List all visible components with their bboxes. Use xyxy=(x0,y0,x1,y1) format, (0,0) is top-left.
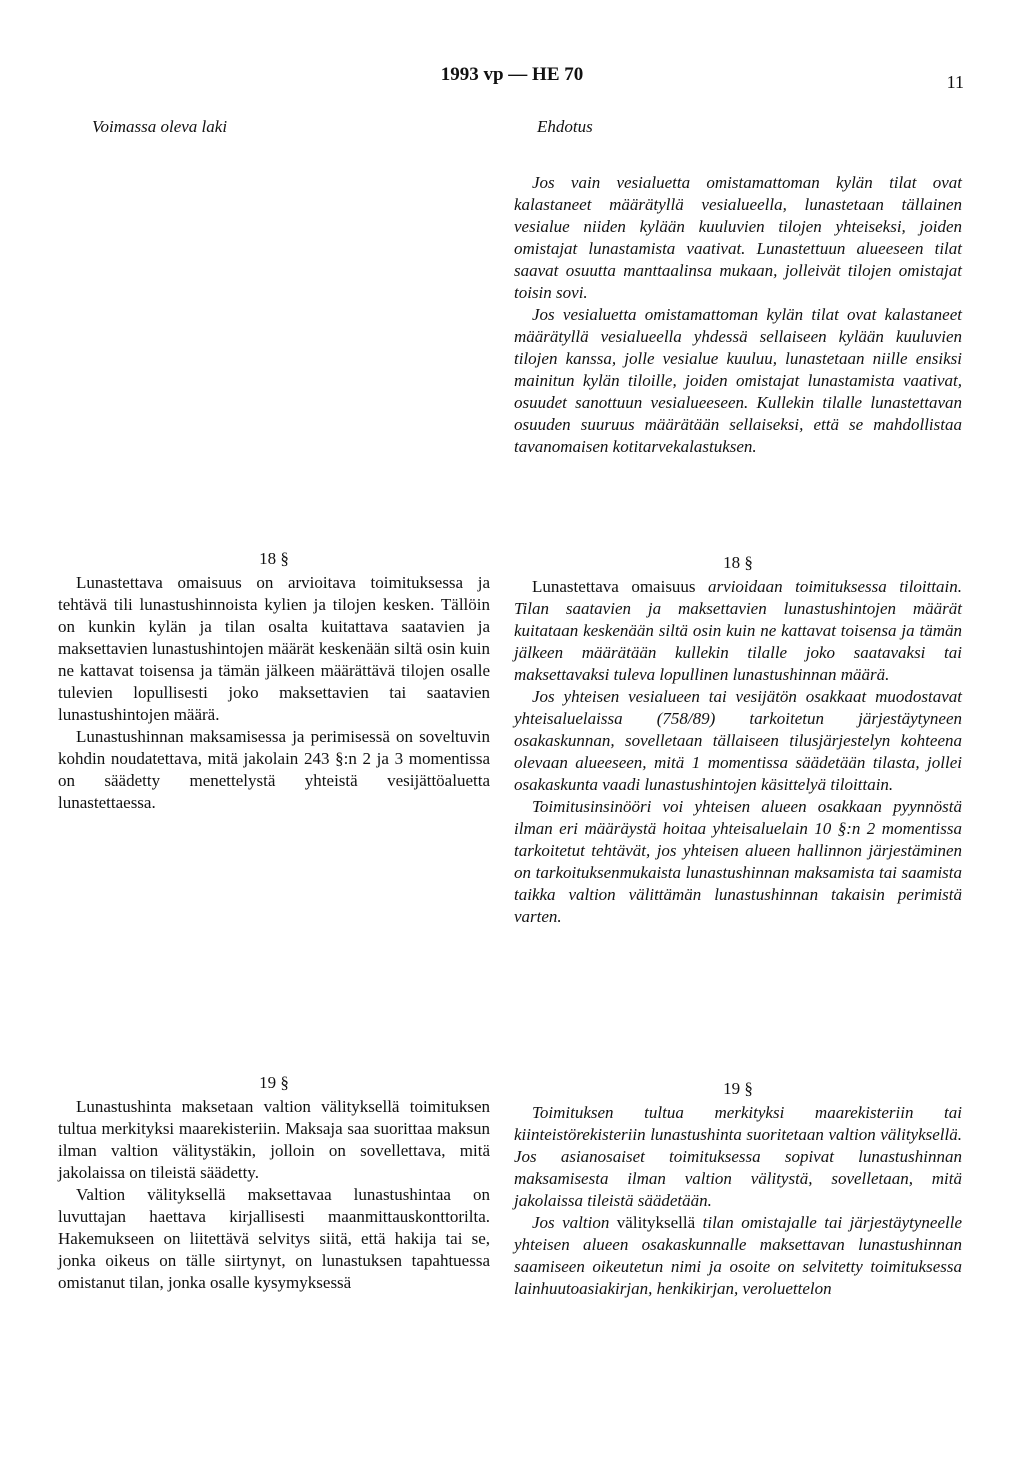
running-header: 1993 vp — HE 70 xyxy=(440,64,584,85)
paragraph-upright-lead: Lunastettava omaisuus xyxy=(532,577,709,596)
paragraph: Lunastettava omaisuus on arvioitava toimituksessa ja tehtävä tili lunastushinnoista kylien ja tilojen kesken. Tällöin on kunkin kylän ja tilan osalta kuitattava saatavien ja maksettavien lunastushintojen määrät keskenään siltä osin kuin ne kattavat toisensa ja tämän jälkeen määrättävä tilojen osalle tulevien lopullisesti joko maksettavien tai saatavien lunastushintojen määrä. xyxy=(58,573,490,724)
paragraph: Jos yhteisen vesialueen tai vesijätön osakkaat muodostavat yhteisaluelaissa (758/89) tarkoitetun järjestäytyneen osakaskunnan, sovelletaan tällaiseen tilusjärjestelyn kohteena olevaan alueeseen, mitä 1 momentissa säädetään tilasta, jollei osakaskunta vaadi lunastushintojen käsittelyä tiloittain. xyxy=(514,687,962,794)
section-heading: 19 § xyxy=(259,1073,289,1092)
right-column-label: Ehdotus xyxy=(537,117,593,136)
paragraph: Jos vesialuetta omistamattoman kylän tilat ovat kalastaneet määrätyllä vesialueella yhdessä sellaiseen kylään kuuluvien tilojen kanssa, jolle vesialue kuuluu, lunastetaan niille ensiksi mainitun kylän tiloille, joiden omistajat lunastamista vaativat, osuudet sanottuun vesialueeseen. Kullekin tilalle lunastettavan osuuden suuruus määrätään sellaiseksi, että se mahdollistaa tavanomaisen kotitarvekalastuksen. xyxy=(514,305,962,456)
left-section-19 xyxy=(58,1072,490,1294)
section-heading: 18 § xyxy=(259,549,289,568)
right-section-18 xyxy=(514,552,962,928)
page-number: 11 xyxy=(946,72,964,92)
section-heading: 19 § xyxy=(723,1079,753,1098)
paragraph: Toimituksen tultua merkityksi maarekisteriin tai kiinteistörekisteriin lunastushinta suoritetaan valtion välityksellä. Jos asianosaiset toimituksessa sopivat lunastushinnan maksamisesta ilman valtion välitystä, sovelletaan, mitä jakolaissa tileistä säädetään. xyxy=(514,1103,962,1210)
section-heading: 18 § xyxy=(723,553,753,572)
left-column-label: Voimassa oleva laki xyxy=(92,117,228,136)
paragraph xyxy=(514,576,962,686)
paragraph: Lunastushinnan maksamisessa ja perimisessä on soveltuvin kohdin noudatettava, mitä jakolain 243 §:n 2 ja 3 momentissa on säädetty menettelystä yhteistä vesijättöaluetta lunastettaessa. xyxy=(58,727,490,812)
paragraph xyxy=(514,1212,962,1300)
left-section-18 xyxy=(58,548,490,814)
paragraph-upright-word: välityksellä xyxy=(616,1213,703,1232)
paragraph: Valtion välityksellä maksettavaa lunastushintaa on luvuttajan haettava kirjallisesti maanmittauskonttorilta. Hakemukseen on liitettävä selvitys siitä, että hakija tai se, jonka oikeus on tälle siirtynyt, on lunastuksen tapahtuessa omistanut tilan, jonka osalle kysymyksessä xyxy=(58,1185,490,1292)
right-section-19 xyxy=(514,1078,962,1300)
paragraph-italic-text: tilan omistajalle tai järjestäytyneelle yhteisen alueen osakaskunnalle maksettavan lunastushinnan saamiseen oikeutetun nimi ja osoite on selvitetty toimituksessa lainhuutoasiakirjan, henkikirjan, veroluettelon xyxy=(514,1213,962,1298)
paragraph: Jos vain vesialuetta omistamattoman kylän tilat ovat kalastaneet määrätyllä vesialueella, lunastetaan tällainen vesialue niiden kylään kuuluvien tilojen yhteiseksi, joiden omistajat lunastamista vaativat. Lunastettuun alueeseen tilat saavat osuutta manttaalinsa mukaan, jolleivät tilojen omistajat toisin sovi. xyxy=(514,173,962,302)
paragraph: Lunastushinta maksetaan valtion välityksellä toimituksen tultua merkityksi maarekisteriin. Maksaja saa suorittaa maksun ilman valtion välitystäkin, jolloin on sovellettava, mitä jakolaissa on tileistä säädetty. xyxy=(58,1097,490,1182)
right-intro xyxy=(514,172,962,458)
paragraph: Toimitusinsinööri voi yhteisen alueen osakkaan pyynnöstä ilman eri määräystä hoitaa yhteisaluelain 10 §:n 2 momentissa tarkoitetut tehtävät, jos yhteisen alueen hallinnon järjestäminen on tarkoituksenmukaista lunastushinnan maksamista tai saamista taikka valtion välittämän lunastushinnan takaisin perimistä varten. xyxy=(514,797,962,926)
paragraph-italic-lead: Jos valtion xyxy=(532,1213,617,1232)
paragraph-italic-text: arvioidaan toimituksessa tiloittain. Tilan saatavien ja maksettavien lunastushintojen määrät kuitataan keskenään siltä osin kuin ne kattavat toisensa ja tämän jälkeen määrätään kullekin tilalle joko saatavaksi tai maksettavaksi tuleva lopullinen lunastushinnan määrä. xyxy=(514,577,963,684)
